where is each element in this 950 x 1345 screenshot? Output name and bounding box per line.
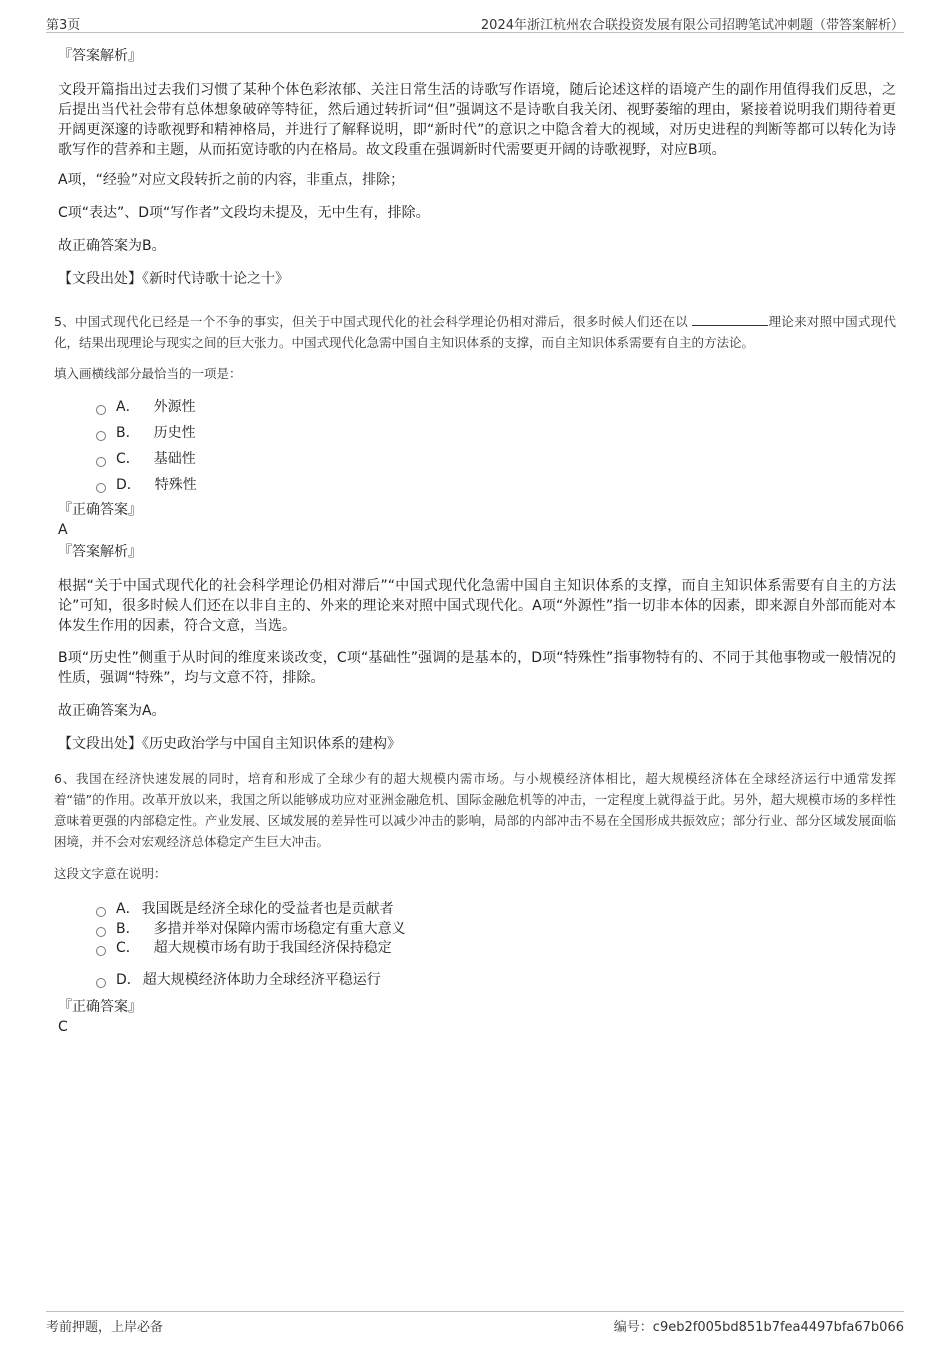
analysis-label: 『答案解析』 (58, 544, 142, 560)
radio-icon[interactable] (96, 431, 106, 441)
option-d[interactable] (96, 472, 896, 498)
question-5 (56, 311, 896, 754)
option-b[interactable] (96, 922, 896, 935)
question-prompt: 这段文字意在说明： (54, 866, 167, 881)
analysis-paragraph: A项，“经验”对应文段转折之前的内容，非重点，排除； (58, 172, 405, 188)
analysis-paragraph: 文段开篇指出过去我们习惯了某种个体色彩浓郁、关注日常生活的诗歌写作语境，随后论述这样的语境产生的副作用值得我们反思，之后提出当代社会带有总体想象破碎等特征，然后通过转折词“但”强调这不是诗歌自我关闭、视野萎缩的理由，紧接着说明我们期待着更开阔更深邃的诗歌视野和精神格局，并进行了解释说明，即“新时代”的意识之中隐含着大的视域，对历史进程的判断等都可以转化为诗歌写作的营养和主题，从而拓宽诗歌的内在格局。故文段重在强调新时代需要更开阔的诗歌视野，对应B项。 (58, 82, 896, 158)
option-text: 我国既是经济全球化的受益者也是贡献者 (141, 901, 394, 917)
radio-icon[interactable] (96, 946, 106, 956)
page-footer (46, 1311, 904, 1336)
option-text: 超大规模经济体助力全球经济平稳运行 (142, 972, 381, 988)
analysis-paragraph: 根据“关于中国式现代化的社会科学理论仍相对滞后”“中国式现代化急需中国自主知识体系的支撑，而自主知识体系需要有自主的方法论”可知，很多时候人们还在以非自主的、外来的理论来对照中国式现代化。A项“外源性”指一切非本体的因素，即来源自外部而能对本体发生作用的因素，符合文意，当选。 (58, 578, 896, 634)
question-text-part: 理论来对照中国式现代化，结果出现理论与现实之间的巨大张力。中国式现代化急需中国自主知识体系的支撑，而自主知识体系需要有自主的方法论。 (54, 314, 896, 350)
option-c[interactable] (96, 446, 896, 472)
page-number: 第3页 (46, 18, 81, 33)
passage-source: 【文段出处】《新时代诗歌十论之十》 (58, 271, 289, 287)
options-list (56, 394, 896, 498)
analysis-paragraph: C项“表达”、D项“写作者”文段均未提及，无中生有，排除。 (58, 205, 430, 221)
option-letter: D． (116, 477, 141, 493)
radio-icon[interactable] (96, 927, 106, 937)
q4-analysis (56, 46, 896, 289)
option-letter: B． (116, 920, 140, 937)
footer-slogan: 考前押题，上岸必备 (46, 1320, 164, 1335)
option-letter: C． (116, 940, 140, 956)
analysis-paragraph: 故正确答案为A。 (58, 703, 166, 719)
option-text: 基础性 (153, 451, 196, 467)
option-text: 历史性 (153, 425, 196, 441)
option-letter: A． (116, 901, 140, 917)
passage-source: 【文段出处】《历史政治学与中国自主知识体系的建构》 (58, 736, 401, 752)
options-list (56, 896, 896, 993)
option-letter: D． (116, 972, 141, 988)
correct-answer: C (58, 1019, 68, 1035)
option-letter: C． (116, 451, 140, 467)
document-title: 2024年浙江杭州农合联投资发展有限公司招聘笔试冲刺题（带答案解析） (480, 18, 904, 33)
analysis-paragraph: B项“历史性”侧重于从时间的维度来谈改变，C项“基础性”强调的是基本的，D项“特殊性”指事物特有的、不同于其他事物或一般情况的性质，强调“特殊”，均与文意不符，排除。 (58, 650, 896, 686)
option-d[interactable] (96, 967, 896, 993)
option-text: 特殊性 (154, 477, 197, 493)
radio-icon[interactable] (96, 483, 106, 493)
page-header (46, 12, 904, 33)
radio-icon[interactable] (96, 457, 106, 467)
analysis-paragraph: 故正确答案为B。 (58, 238, 166, 254)
document-id: 编号：c9eb2f005bd851b7fea4497bfa67b066 (613, 1320, 904, 1335)
option-letter: A． (116, 399, 140, 415)
question-text (54, 311, 896, 353)
radio-icon[interactable] (96, 405, 106, 415)
fill-blank (692, 313, 768, 326)
correct-answer: A (58, 522, 68, 538)
option-letter: B． (116, 425, 140, 441)
correct-answer-label: 『正确答案』 (58, 502, 142, 518)
option-b[interactable] (96, 420, 896, 446)
analysis-label: 『答案解析』 (58, 48, 142, 64)
option-text: 外源性 (153, 399, 196, 415)
option-a[interactable] (96, 394, 896, 420)
option-text: 多措并举对保障内需市场稳定有重大意义 (153, 920, 406, 937)
correct-answer-label: 『正确答案』 (58, 999, 142, 1015)
radio-icon[interactable] (96, 907, 106, 917)
option-text: 超大规模市场有助于我国经济保持稳定 (153, 940, 392, 956)
radio-icon[interactable] (96, 978, 106, 988)
option-c[interactable] (96, 935, 896, 961)
page-content (56, 46, 896, 1037)
question-6 (56, 768, 896, 1037)
question-prompt: 填入画横线部分最恰当的一项是： (54, 366, 242, 381)
question-text-part: 5、中国式现代化已经是一个不争的事实，但关于中国式现代化的社会科学理论仍相对滞后，很多时候人们还在以 (54, 314, 693, 329)
question-text: 6、我国在经济快速发展的同时，培育和形成了全球少有的超大规模内需市场。与小规模经济体相比，超大规模经济体在全球经济运行中通常发挥着“锚”的作用。改革开放以来，我国之所以能够成功应对亚洲金融危机、国际金融危机等的冲击，一定程度上就得益于此。另外，超大规模市场的多样性意味着更强的内部稳定性。产业发展、区域发展的差异性可以减少冲击的影响，局部的内部冲击不易在全国形成共振效应；部分行业、部分区域发展面临困境，并不会对宏观经济总体稳定产生巨大冲击。 (54, 771, 896, 849)
